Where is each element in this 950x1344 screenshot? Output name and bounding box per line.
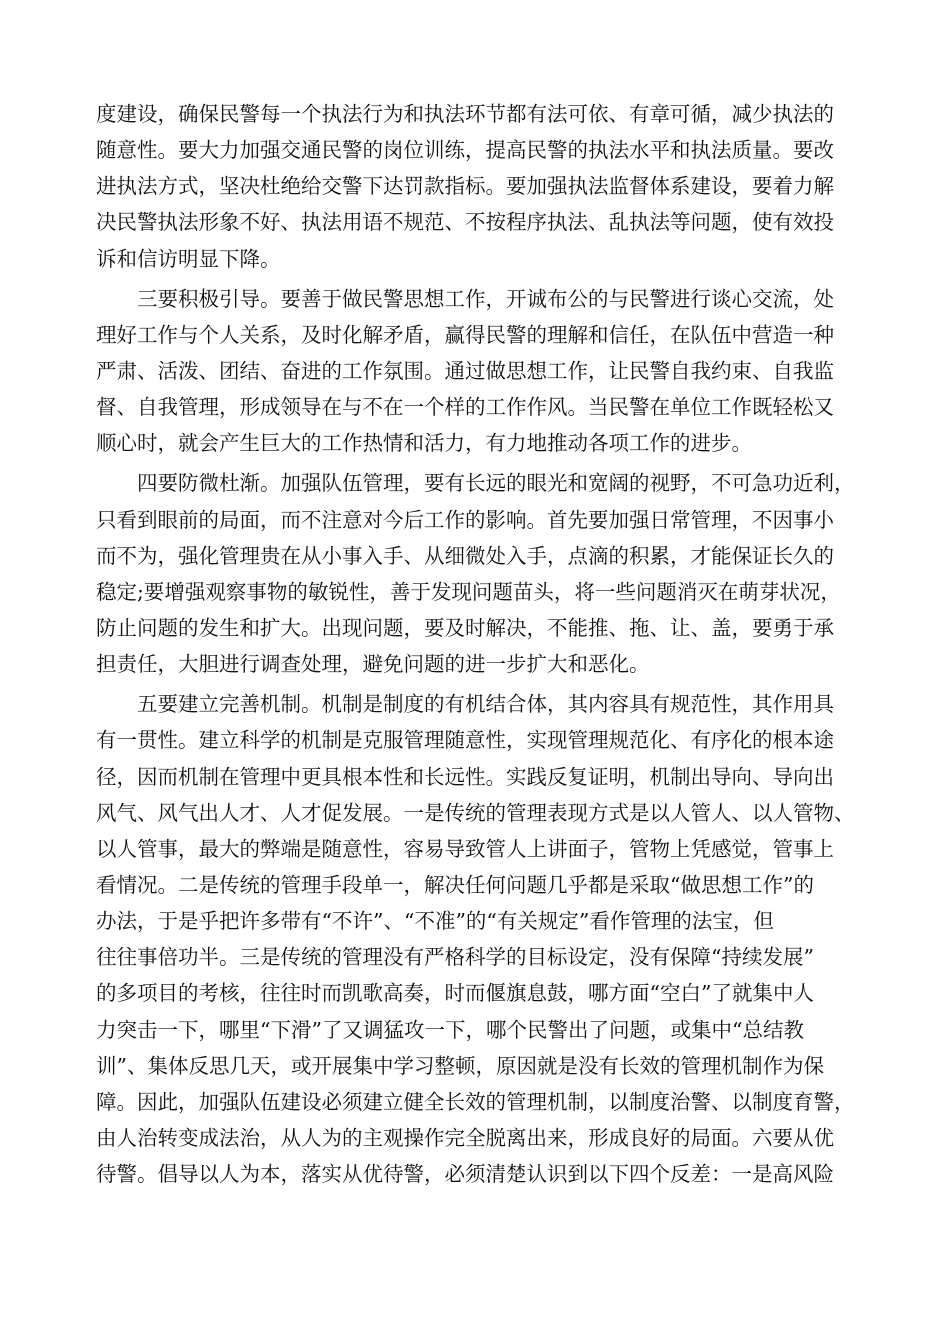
text-line: 训”、集体反思几天，或开展集中学习整顿，原因就是没有长效的管理机制作为保 (96, 1053, 824, 1078)
text-line: 待警。倡导以人为本，落实从优待警，必须清楚认识到以下四个反差：一是高风险 (96, 1162, 834, 1187)
text-line: 以人管事，最大的弊端是随意性，容易导致管人上讲面子，管物上凭感觉，管事上 (96, 836, 834, 861)
text-line: 办法，于是乎把许多带有“不许”、“不准”的“有关规定”看作管理的法宝，但 (96, 909, 774, 934)
text-line: 只看到眼前的局面，而不注意对今后工作的影响。首先要加强日常管理，不因事小 (96, 507, 834, 532)
text-line: 督、自我管理，形成领导在与不在一个样的工作作风。当民警在单位工作既轻松又 (96, 395, 834, 420)
paragraph (96, 465, 896, 682)
text-line: 度建设，确保民警每一个执法行为和执法环节都有法可依、有章可循，减少执法的 (96, 102, 834, 126)
document-body (96, 96, 896, 1192)
text-line: 而不为，强化管理贵在从小事入手、从细微处入手，点滴的积累，才能保证长久的 (96, 543, 834, 568)
text-line: 四要防微杜渐。加强队伍管理，要有长远的眼光和宽阔的视野，不可急功近利， (96, 471, 855, 496)
text-line: 五要建立完善机制。机制是制度的有机结合体，其内容具有规范性，其作用具 (96, 692, 834, 717)
text-line: 顺心时，就会产生巨大的工作热情和活力，有力地推动各项工作的进步。 (96, 431, 752, 456)
text-line: 理好工作与个人关系，及时化解矛盾，赢得民警的理解和信任，在队伍中营造一种 (96, 322, 834, 347)
text-line: 担责任，大胆进行调查处理，避免问题的进一步扩大和恶化。 (96, 652, 650, 677)
text-line: 有一贯性。建立科学的机制是克服管理随意性，实现管理规范化、有序化的根本途 (96, 728, 834, 753)
text-line: 看情况。二是传统的管理手段单一，解决任何问题几乎都是采取“做思想工作”的 (96, 872, 814, 897)
text-line: 严肃、活泼、团结、奋进的工作氛围。通过做思想工作，让民警自我约束、自我监 (96, 358, 834, 383)
text-line: 进执法方式，坚决杜绝给交警下达罚款指标。要加强执法监督体系建设，要着力解 (96, 174, 834, 199)
text-line: 力突击一下，哪里“下滑”了又调猛攻一下，哪个民警出了问题，或集中“总结教 (96, 1017, 804, 1042)
paragraph (96, 686, 896, 1192)
text-line: 决民警执法形象不好、执法用语不规范、不按程序执法、乱执法等问题，使有效投 (96, 210, 834, 235)
text-line: 径，因而机制在管理中更具根本性和长远性。实践反复证明，机制出导向、导向出 (96, 764, 834, 789)
text-line: 的多项目的考核，往往时而凯歌高奏，时而偃旗息鼓，哪方面“空白”了就集中人 (96, 981, 814, 1006)
text-line: 随意性。要大力加强交通民警的岗位训练，提高民警的执法水平和执法质量。要改 (96, 138, 834, 163)
paragraph (96, 281, 896, 462)
text-line: 稳定;要增强观察事物的敏锐性，善于发现问题苗头，将一些问题消灭在萌芽状况， (96, 579, 841, 604)
text-line: 往往事倍功半。三是传统的管理没有严格科学的目标设定，没有保障“持续发展” (96, 945, 814, 970)
text-line: 风气、风气出人才、人才促发展。一是传统的管理表现方式是以人管人、以人管物、 (96, 800, 855, 825)
text-line: 三要积极引导。要善于做民警思想工作，开诚布公的与民警进行谈心交流，处 (96, 286, 834, 311)
text-line: 由人治转变成法治，从人为的主观操作完全脱离出来，形成良好的局面。六要从优 (96, 1125, 834, 1150)
text-line: 诉和信访明显下降。 (96, 246, 281, 271)
text-line: 防止问题的发生和扩大。出现问题，要及时解决，不能推、拖、让、盖，要勇于承 (96, 615, 834, 640)
text-line: 障。因此，加强队伍建设必须建立健全长效的管理机制，以制度治警、以制度育警， (96, 1089, 855, 1114)
paragraph (96, 96, 896, 277)
